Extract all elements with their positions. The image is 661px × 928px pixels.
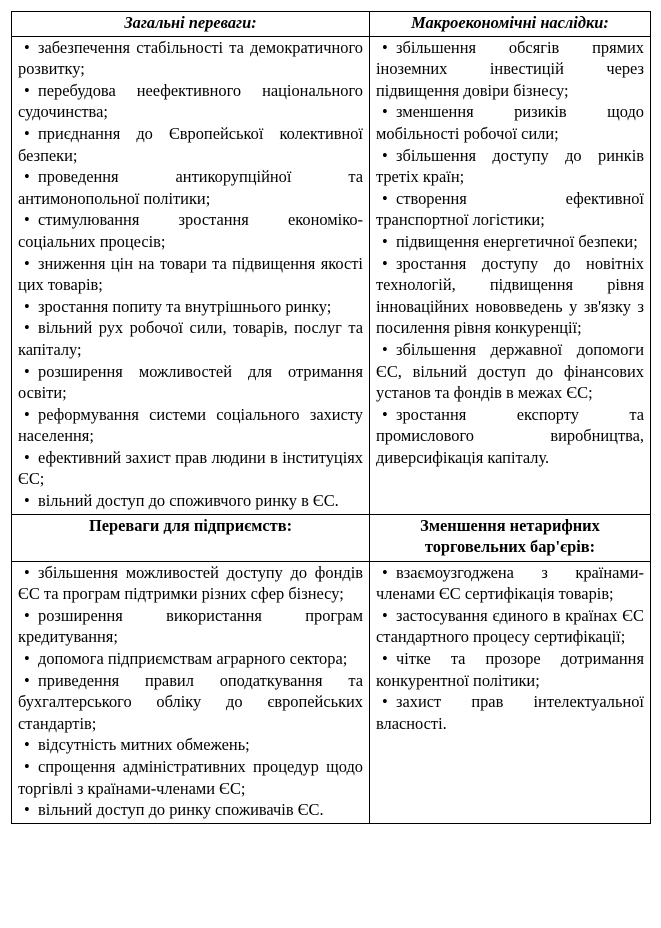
list-item: • вільний рух робочої сили, товарів, послуг та капіталу; (18, 317, 363, 360)
list-item: • взаємоузгоджена з країнами-членами ЄС сертифікація товарів; (376, 562, 644, 605)
list-item: • чітке та прозоре дотримання конкурентної політики; (376, 648, 644, 691)
eu-benefits-table (11, 11, 651, 824)
list-item: • застосування єдиного в країнах ЄС стандартного процесу сертифікації; (376, 605, 644, 648)
list-item: • зростання експорту та промислового виробництва, диверсифікація капіталу. (376, 404, 644, 469)
list-item: • відсутність митних обмежень; (18, 734, 363, 756)
list-item: • зростання попиту та внутрішнього ринку; (18, 296, 363, 318)
list-item: • допомога підприємствам аграрного сектора; (18, 648, 363, 670)
list-item: • забезпечення стабільності та демократичного розвитку; (18, 37, 363, 80)
header-row-1 (12, 12, 651, 37)
list-item: • приведення правил оподаткування та бухгалтерського обліку до європейських стандартів; (18, 670, 363, 735)
macro-consequences-cell (370, 36, 651, 514)
business-benefits-list (18, 562, 363, 821)
list-item: • проведення антикорупційної та антимонопольної політики; (18, 166, 363, 209)
trade-barriers-header: Зменшення нетарифних торговельних бар'єрів: (370, 514, 651, 561)
business-benefits-cell (12, 561, 370, 823)
business-benefits-header: Переваги для підприємств: (12, 514, 370, 561)
list-item: • вільний доступ до ринку споживачів ЄС. (18, 799, 363, 821)
list-item: • розширення можливостей для отримання освіти; (18, 361, 363, 404)
list-item: • стимулювання зростання економіко-соціальних процесів; (18, 209, 363, 252)
list-item: • зростання доступу до новітніх технологій, підвищення рівня інноваційних нововведень у зв'язку з посилення рівня конкуренції; (376, 253, 644, 339)
general-benefits-list (18, 37, 363, 512)
list-item: • збільшення державної допомоги ЄС, вільний доступ до фінансових установ та фондів в межах ЄС; (376, 339, 644, 404)
list-item: • збільшення обсягів прямих іноземних інвестицій через підвищення довіри бізнесу; (376, 37, 644, 102)
list-item: • підвищення енергетичної безпеки; (376, 231, 644, 253)
list-item: • розширення використання програм кредитування; (18, 605, 363, 648)
list-item: • захист прав інтелектуальної власності. (376, 691, 644, 734)
header-row-2 (12, 514, 651, 561)
list-item: • зменшення ризиків щодо мобільності робочої сили; (376, 101, 644, 144)
list-item: • приєднання до Європейської колективної безпеки; (18, 123, 363, 166)
list-item: • спрощення адміністративних процедур щодо торгівлі з країнами-членами ЄС; (18, 756, 363, 799)
list-item: • зниження цін на товари та підвищення якості цих товарів; (18, 253, 363, 296)
general-benefits-header: Загальні переваги: (12, 12, 370, 37)
content-row-1 (12, 36, 651, 514)
content-row-2 (12, 561, 651, 823)
list-item: • збільшення доступу до ринків третіх країн; (376, 145, 644, 188)
list-item: • створення ефективної транспортної логістики; (376, 188, 644, 231)
trade-barriers-cell (370, 561, 651, 823)
list-item: • перебудова неефективного національного судочинства; (18, 80, 363, 123)
trade-barriers-list (376, 562, 644, 735)
macro-consequences-header: Макроекономічні наслідки: (370, 12, 651, 37)
list-item: • ефективний захист прав людини в інституціях ЄС; (18, 447, 363, 490)
list-item: • збільшення можливостей доступу до фондів ЄС та програм підтримки різних сфер бізнесу; (18, 562, 363, 605)
list-item: • вільний доступ до споживчого ринку в ЄС. (18, 490, 363, 512)
list-item: • реформування системи соціального захисту населення; (18, 404, 363, 447)
macro-consequences-list (376, 37, 644, 469)
general-benefits-cell (12, 36, 370, 514)
